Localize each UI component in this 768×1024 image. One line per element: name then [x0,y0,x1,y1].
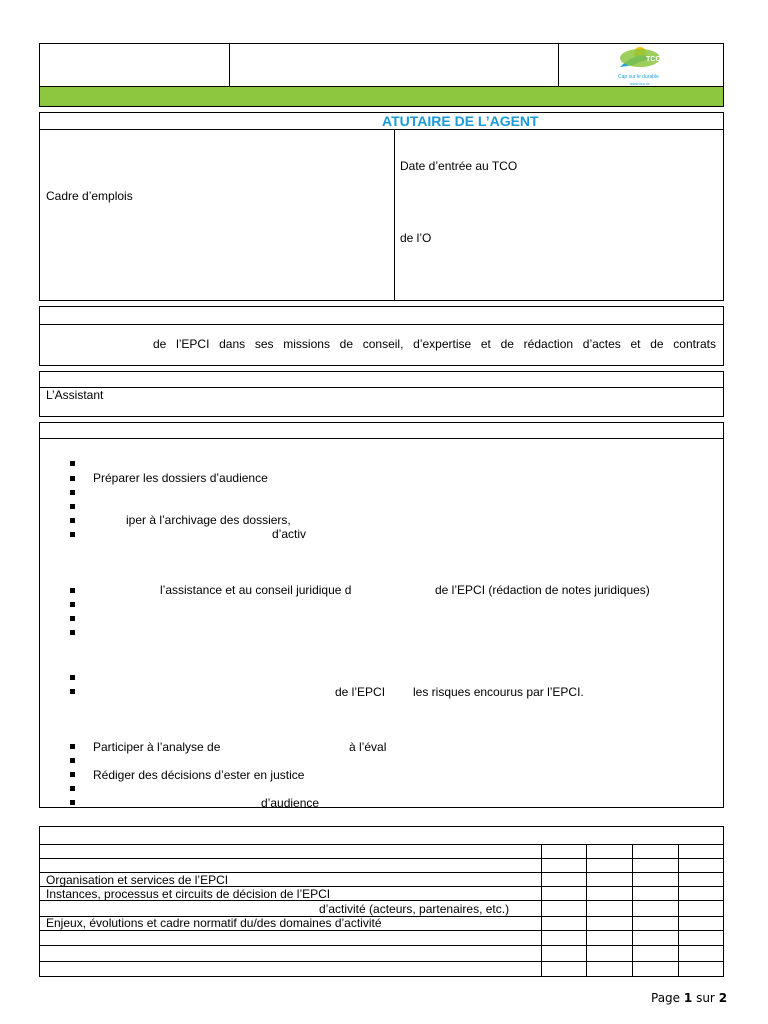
activity-text: Préparer les dossiers d’audience [93,471,268,485]
activity-text: l’assistance et au conseil juridique d [160,583,352,597]
activity-bullet [70,602,75,607]
relation-text: L’Assistant [46,388,104,402]
skills-col-divider [541,844,542,977]
skills-row-label: Organisation et services de l’EPCI [46,873,229,887]
cadre-emplois-label: Cadre d’emplois [46,189,133,203]
tco-logo-graphic [612,45,668,87]
activities-title-rule [39,438,724,439]
activity-bullet [70,532,75,537]
activity-text: à l’éval [349,740,387,754]
page-number: 1 [683,991,693,1005]
header-divider-2 [558,43,559,87]
relation-title-rule [39,387,724,388]
skills-rule [39,961,724,962]
skills-col-divider [586,844,587,977]
skills-col-divider [632,844,633,977]
skills-row-label: Enjeux, évolutions et cadre normatif du/des domaines d’activité [46,916,382,930]
activity-bullet [70,675,75,680]
header-green-band [39,86,724,107]
agent-section-title: ATUTAIRE DE L’AGENT [382,113,539,129]
logo-text: TCO [646,56,661,63]
activity-text: d’audience [261,796,320,810]
page-label: Page [651,991,681,1005]
agent-divider [394,129,395,301]
skills-rule [39,844,724,845]
activity-bullet [70,800,75,805]
activity-bullet [70,689,75,694]
logo-tagline: Cap sur le durable [618,74,659,80]
agent-title-rule [39,129,724,130]
date-entree-label: Date d’entrée au TCO [400,159,518,173]
mission-title-rule [39,324,724,325]
activity-bullet [70,630,75,635]
activity-bullet [70,476,75,481]
skills-rule [39,945,724,946]
skills-col-divider [678,844,679,977]
page-footer [651,991,727,1005]
activity-text: iper à l’archivage des dossiers, [126,513,291,527]
activity-bullet [70,504,75,509]
activity-bullet [70,518,75,523]
mission-section [39,306,724,366]
activity-bullet [70,588,75,593]
activity-bullet [70,744,75,749]
skills-rule [39,930,724,931]
activity-bullet [70,786,75,791]
skills-rule [39,858,724,859]
activity-bullet [70,772,75,777]
activity-bullet [70,490,75,495]
activity-bullet [70,461,75,466]
agent-section [39,112,724,301]
activity-bullet [70,616,75,621]
skills-row-label: d’activité (acteurs, partenaires, etc.) [319,902,510,916]
header-divider-1 [229,43,230,87]
activity-text: Participer à l’analyse de [93,740,221,754]
activity-text: d’activ [272,527,307,541]
mission-text: de l’EPCI dans ses missions de conseil, d’expertise et de rédaction d’actes et de contrats [153,337,716,351]
org-label: de l’O [400,231,432,245]
activity-bullet [70,758,75,763]
relation-section [39,371,724,417]
tco-logo [612,45,668,87]
page-of-label: sur [696,991,715,1005]
skills-row-label: Instances, processus et circuits de décision de l’EPCI [46,887,331,901]
logo-url: www.tco.re [630,81,650,86]
activity-text: Rédiger des décisions d’ester en justice [93,768,305,782]
activity-text: les risques encourus par l’EPCI. [413,685,584,699]
activity-text: de l’EPCI [335,685,386,699]
activity-text: de l’EPCI (rédaction de notes juridiques) [435,583,650,597]
page-total: 2 [718,991,728,1005]
